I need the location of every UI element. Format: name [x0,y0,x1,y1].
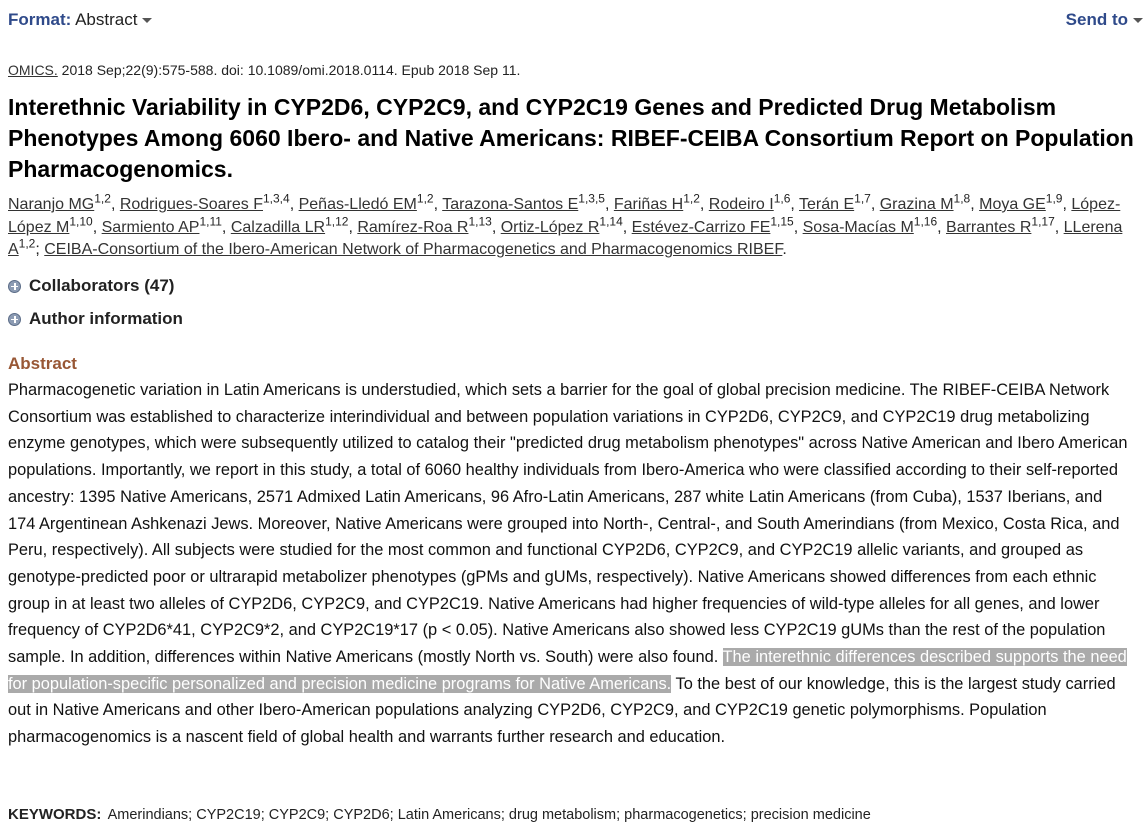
abstract-heading: Abstract [8,354,77,373]
send-to-menu[interactable] [1066,10,1143,30]
author-link[interactable]: Rodrigues-Soares F [119,196,263,213]
collaborators-toggle[interactable] [8,276,174,296]
author-link[interactable]: LLerena A [8,218,1123,258]
author-link[interactable]: Peñas-Lledó EM [298,196,417,213]
author-link[interactable]: Ramírez-Roa R [357,218,469,236]
format-selector[interactable]: Format: Abstract [8,10,152,30]
keywords-text: Amerindians; CYP2C19; CYP2C9; CYP2D6; Latin Americans; drug metabolism; pharmacogenetics; precision medicine [107,807,871,823]
collaborators-label[interactable]: Collaborators (47) [29,276,175,295]
author-link[interactable]: Estévez-Carrizo FE [631,218,771,236]
author-information-toggle[interactable] [8,309,183,329]
author-link[interactable]: Sarmiento AP [101,218,200,236]
abstract-text [8,377,1134,751]
author-link[interactable]: López-López M [8,196,1121,236]
chevron-down-icon[interactable] [142,18,152,23]
citation [8,62,520,78]
article-title: Interethnic Variability in CYP2D6, CYP2C9, and CYP2C19 Genes and Predicted Drug Metabolism Phenotypes Among 6060 Ibero- and Native Americans: RIBEF-CEIBA Consortium Report on Population Pharmacogenomics. [8,94,1134,182]
author-information-label[interactable]: Author information [29,309,183,328]
author-link[interactable]: Moya GE [979,196,1046,213]
author-link[interactable]: Ortiz-López R [500,218,600,236]
send-to-label[interactable]: Send to [1065,10,1128,29]
keywords [8,806,871,823]
citation-details: 2018 Sep;22(9):575-588. doi: 10.1089/omi.2018.0114. Epub 2018 Sep 11. [61,62,521,78]
abstract-text-after: To the best of our knowledge, this is the largest study carried out in Native Americans and other Ibero-American populations analyzing CYP2D6, CYP2C9, and CYP2C19 genetic polymorphisms. Population pharmacogenomics is a nascent field of global health and warrants further research and education. [8,674,1116,747]
format-label: Format [8,10,66,29]
author-link[interactable]: Terán E [799,196,855,213]
author-link[interactable]: Fariñas H [613,196,684,213]
author-link[interactable]: Grazina M [879,196,954,213]
author-link[interactable]: Barrantes R [946,218,1032,236]
consortium-link[interactable]: CEIBA-Consortium of the Ibero-American Network of Pharmacogenetics and Pharmacogenomics RIBEF [44,241,783,258]
author-link[interactable]: Rodeiro I [708,196,774,213]
top-bar [8,10,1143,32]
abstract-selected-text: The interethnic differences described supports the need for population-specific personalized and precision medicine programs for Native Americans. [8,648,1127,693]
abstract-text-before: Pharmacogenetic variation in Latin Americans is understudied, which sets a barrier for the goal of global precision medicine. The RIBEF-CEIBA Network Consortium was established to characterize interindividual and between population variations in CYP2D6, CYP2C9, and CYP2C19 drug metabolizing enzyme genotypes, which were subsequently utilized to catalog their "predicted drug metabolism phenotypes" across Native American and Ibero American populations. Importantly, we report in this study, a total of 6060 healthy individuals from Ibero-America who were classified according to their self-reported ancestry: 1395 Native Americans, 2571 Admixed Latin Americans, 96 Afro-Latin Americans, 287 white Latin Americans (from Cuba), 1537 Iberians, and 174 Argentinean Ashkenazi Jews. Moreover, Native Americans were grouped into North-, Central-, and South Amerindians (from Mexico, Costa Rica, and Peru, respectively). All subjects were studied for the most common and functional CYP2D6, CYP2C9, and CYP2C19 allelic variants, and grouped as genotype-predicted poor or ultrarapid metabolizer phenotypes (gPMs and gUMs, respectively). Native Americans showed differences from each ethnic group in at least two alleles of CYP2D6, CYP2C9, and CYP2C19. Native Americans had higher frequencies of wild-type alleles for all genes, and lower frequency of CYP2D6*41, CYP2C9*2, and CYP2C19*17 (p < 0.05). Native Americans also showed less CYP2C19 gUMs than the rest of the population sample. In addition, differences within Native Americans (mostly North vs. South) were also found. [8,381,1128,667]
author-link[interactable]: Tarazona-Santos E [442,196,579,213]
plus-circle-icon[interactable] [8,313,21,326]
format-value[interactable]: Abstract [75,10,138,29]
author-link[interactable]: Sosa-Macías M [802,218,914,236]
chevron-down-icon[interactable] [1133,18,1143,23]
plus-circle-icon[interactable] [8,280,21,293]
author-link[interactable]: Calzadilla LR [230,218,326,236]
author-list: Naranjo MG$^{1,2}$, Rodrigues-Soares F$^{1,3,4}$, Peñas-Lledó EM$^{1,2}$, Tarazona-Santos E$^{1,3,5}$, Fariñas H$^{1,2}$, Rodeiro I$^{1,6}$, Terán E$^{1,7}$, Grazina M$^{1,8}$, Moya GE$^{1,9}$, López-López M$^{1,10}$, Sarmiento AP$^{1,11}$, Calzadilla LR$^{1,12}$, Ramírez-Roa R$^{1,13}$, Ortiz-López R$^{1,14}$, Estévez-Carrizo FE$^{1,15}$, Sosa-Macías M$^{1,16}$, Barrantes R$^{1,17}$, LLerena A$^{1,2}$; CEIBA-Consortium of the Ibero-American Network of Pharmacogenetics and Pharmacogenomics RIBEF. [8,191,1123,258]
author-link[interactable]: Naranjo MG [8,196,95,213]
keywords-label: KEYWORDS: [8,806,102,823]
journal-link[interactable]: OMICS. [8,62,58,78]
